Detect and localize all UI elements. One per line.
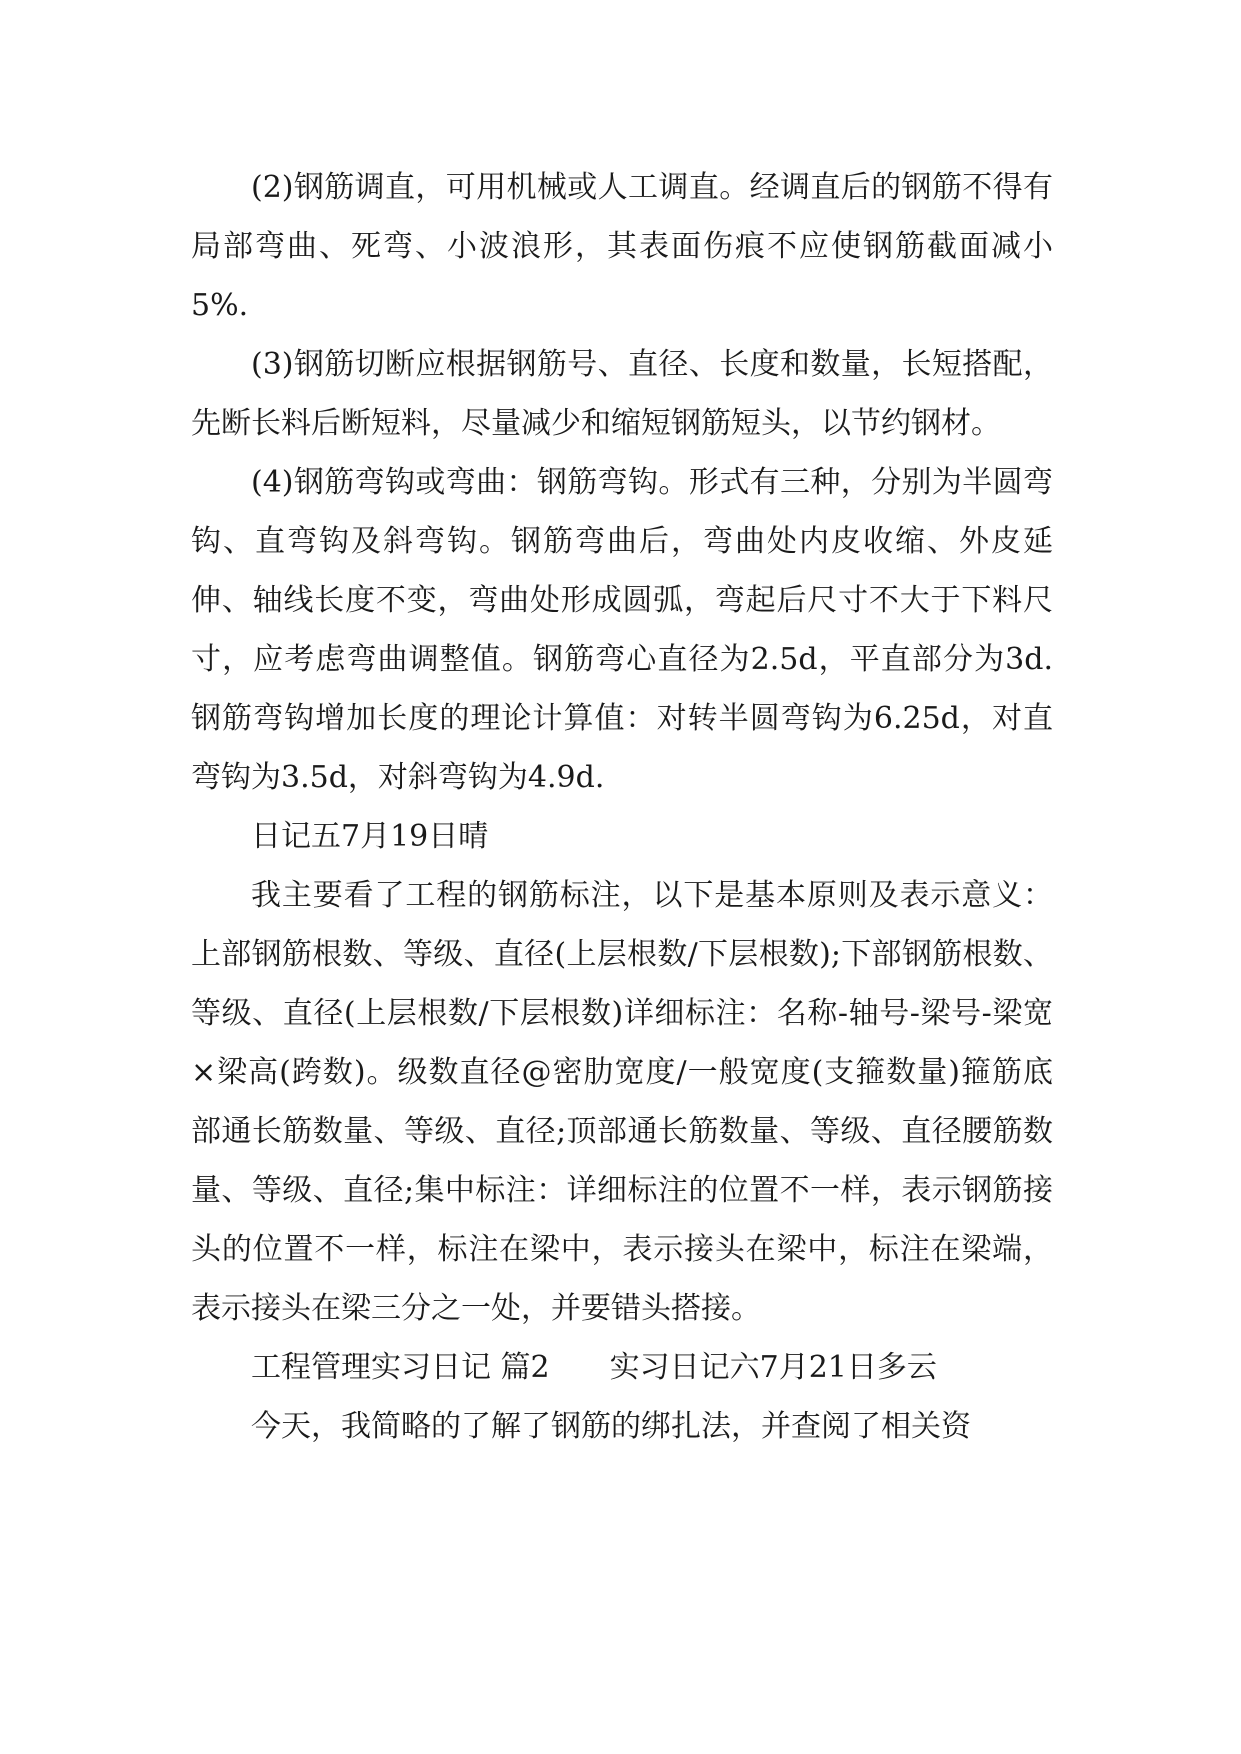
paragraph-bending: (4)钢筋弯钩或弯曲：钢筋弯钩。形式有三种，分别为半圆弯钩、直弯钩及斜弯钩。钢筋弯曲后，弯曲处内皮收缩、外皮延伸、轴线长度不变，弯曲处形成圆弧，弯起后尺寸不大于下料尺寸，应考虑弯曲调整值。钢筋弯心直径为2.5d，平直部分为3d.钢筋弯钩增加长度的理论计算值：对转半圆弯钩为6.25d，对直弯钩为3.5d，对斜弯钩为4.9d. (191, 465, 1053, 795)
document-body (191, 158, 1053, 1456)
paragraph-straightening: (2)钢筋调直，可用机械或人工调直。经调直后的钢筋不得有局部弯曲、死弯、小波浪形，其表面伤痕不应使钢筋截面减小5%. (191, 170, 1053, 323)
paragraph-rebar-annotation: 我主要看了工程的钢筋标注，以下是基本原则及表示意义：上部钢筋根数、等级、直径(上层根数/下层根数);下部钢筋根数、等级、直径(上层根数/下层根数)详细标注：名称-轴号-梁号-梁宽×梁高(跨数)。级数直径@密肋宽度/一般宽度(支箍数量)箍筋底部通长筋数量、等级、直径;顶部通长筋数量、等级、直径腰筋数量、等级、直径;集中标注：详细标注的位置不一样，表示钢筋接头的位置不一样，标注在梁中，表示接头在梁中，标注在梁端，表示接头在梁三分之一处，并要错头搭接。 (191, 878, 1053, 1326)
diary-five-heading: 日记五7月19日晴 (251, 819, 489, 854)
diary-six-heading: 工程管理实习日记 篇2 实习日记六7月21日多云 (251, 1350, 937, 1385)
paragraph-binding: 今天，我简略的了解了钢筋的绑扎法，并查阅了相关资 (251, 1409, 971, 1444)
paragraph-cutting: (3)钢筋切断应根据钢筋号、直径、长度和数量，长短搭配，先断长料后断短料，尽量减少和缩短钢筋短头，以节约钢材。 (191, 347, 1053, 441)
